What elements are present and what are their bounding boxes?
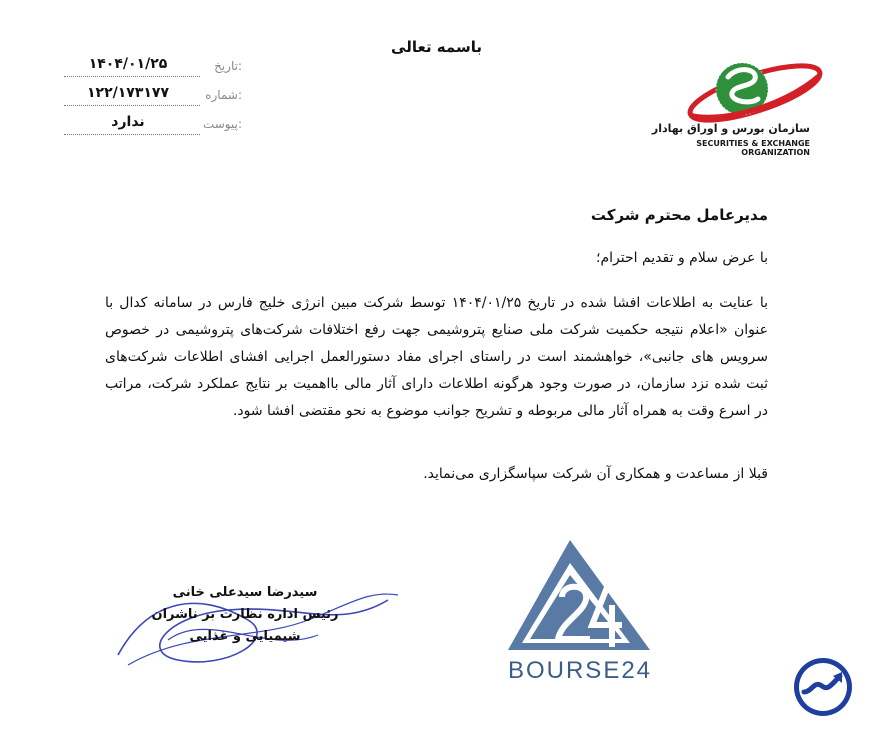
organization-name-en: SECURITIES & EXCHANGE ORGANIZATION (696, 139, 810, 157)
date-underline (64, 76, 200, 77)
bourse24-brand: BOURSE24 (507, 657, 653, 684)
attachment-label: پیوست: (202, 117, 242, 131)
greeting: با عرض سلام و تقدیم احترام؛ (596, 250, 768, 266)
letter-body: با عنایت به اطلاعات افشا شده در تاریخ ۱۴۰۴/۰۱/۲۵ توسط شرکت مبین انرژی خلیج فارس در سامانه کدال با عنوان «اعلام نتیجه حکمیت شرکت ملی صنایع پتروشیمی جهت رفع اختلافات شرکت‌های پتروشیمی در خصوص سرویس های جانبی»، خواهشمند است در راستای اجرای مفاد دستورالعمل اجرایی افشای اطلاعات شرکت‌های ثبت شده نزد سازمان، در صورت وجود هرگونه اطلاعات دارای آثار مالی بااهمیت بر نتایج عملکرد شرکت، مراتب در اسرع وقت به همراه آثار مالی مربوطه و تشریح جوانب موضوع به نحو مقتضی افشا شود. (105, 295, 768, 419)
attachment-underline (64, 134, 200, 135)
number-underline (64, 105, 200, 106)
date-row (64, 56, 242, 78)
date-label: تاریخ: (214, 59, 242, 73)
signatory-name: سیدرضا سیدعلی خانی (172, 585, 318, 600)
number-label: شماره: (205, 88, 242, 102)
letter-heading: باسمه تعالی (391, 38, 482, 56)
number-value: ۱۲۲/۱۷۳۱۷۷ (86, 85, 170, 101)
attachment-value: ندارد (111, 114, 145, 130)
organization-name-fa: سازمان بورس و اوراق بهادار (651, 122, 810, 135)
bourse24-badge-icon (792, 656, 854, 718)
signatory-title-line1: رئیس اداره نظارت بر ناشران (151, 607, 339, 622)
closing-line: قبلا از مساعدت و همکاری آن شرکت سپاسگزاری می‌نماید. (423, 466, 768, 482)
number-row (64, 85, 242, 107)
signatory-block (120, 582, 370, 648)
signatory-title-line2: شیمیایی و غذایی (189, 629, 301, 644)
bourse24-triangle-logo-icon (500, 535, 660, 665)
date-value: ۱۴۰۴/۰۱/۲۵ (88, 56, 168, 72)
attachment-row (64, 114, 242, 136)
salutation: مدیرعامل محترم شرکت (590, 206, 768, 224)
